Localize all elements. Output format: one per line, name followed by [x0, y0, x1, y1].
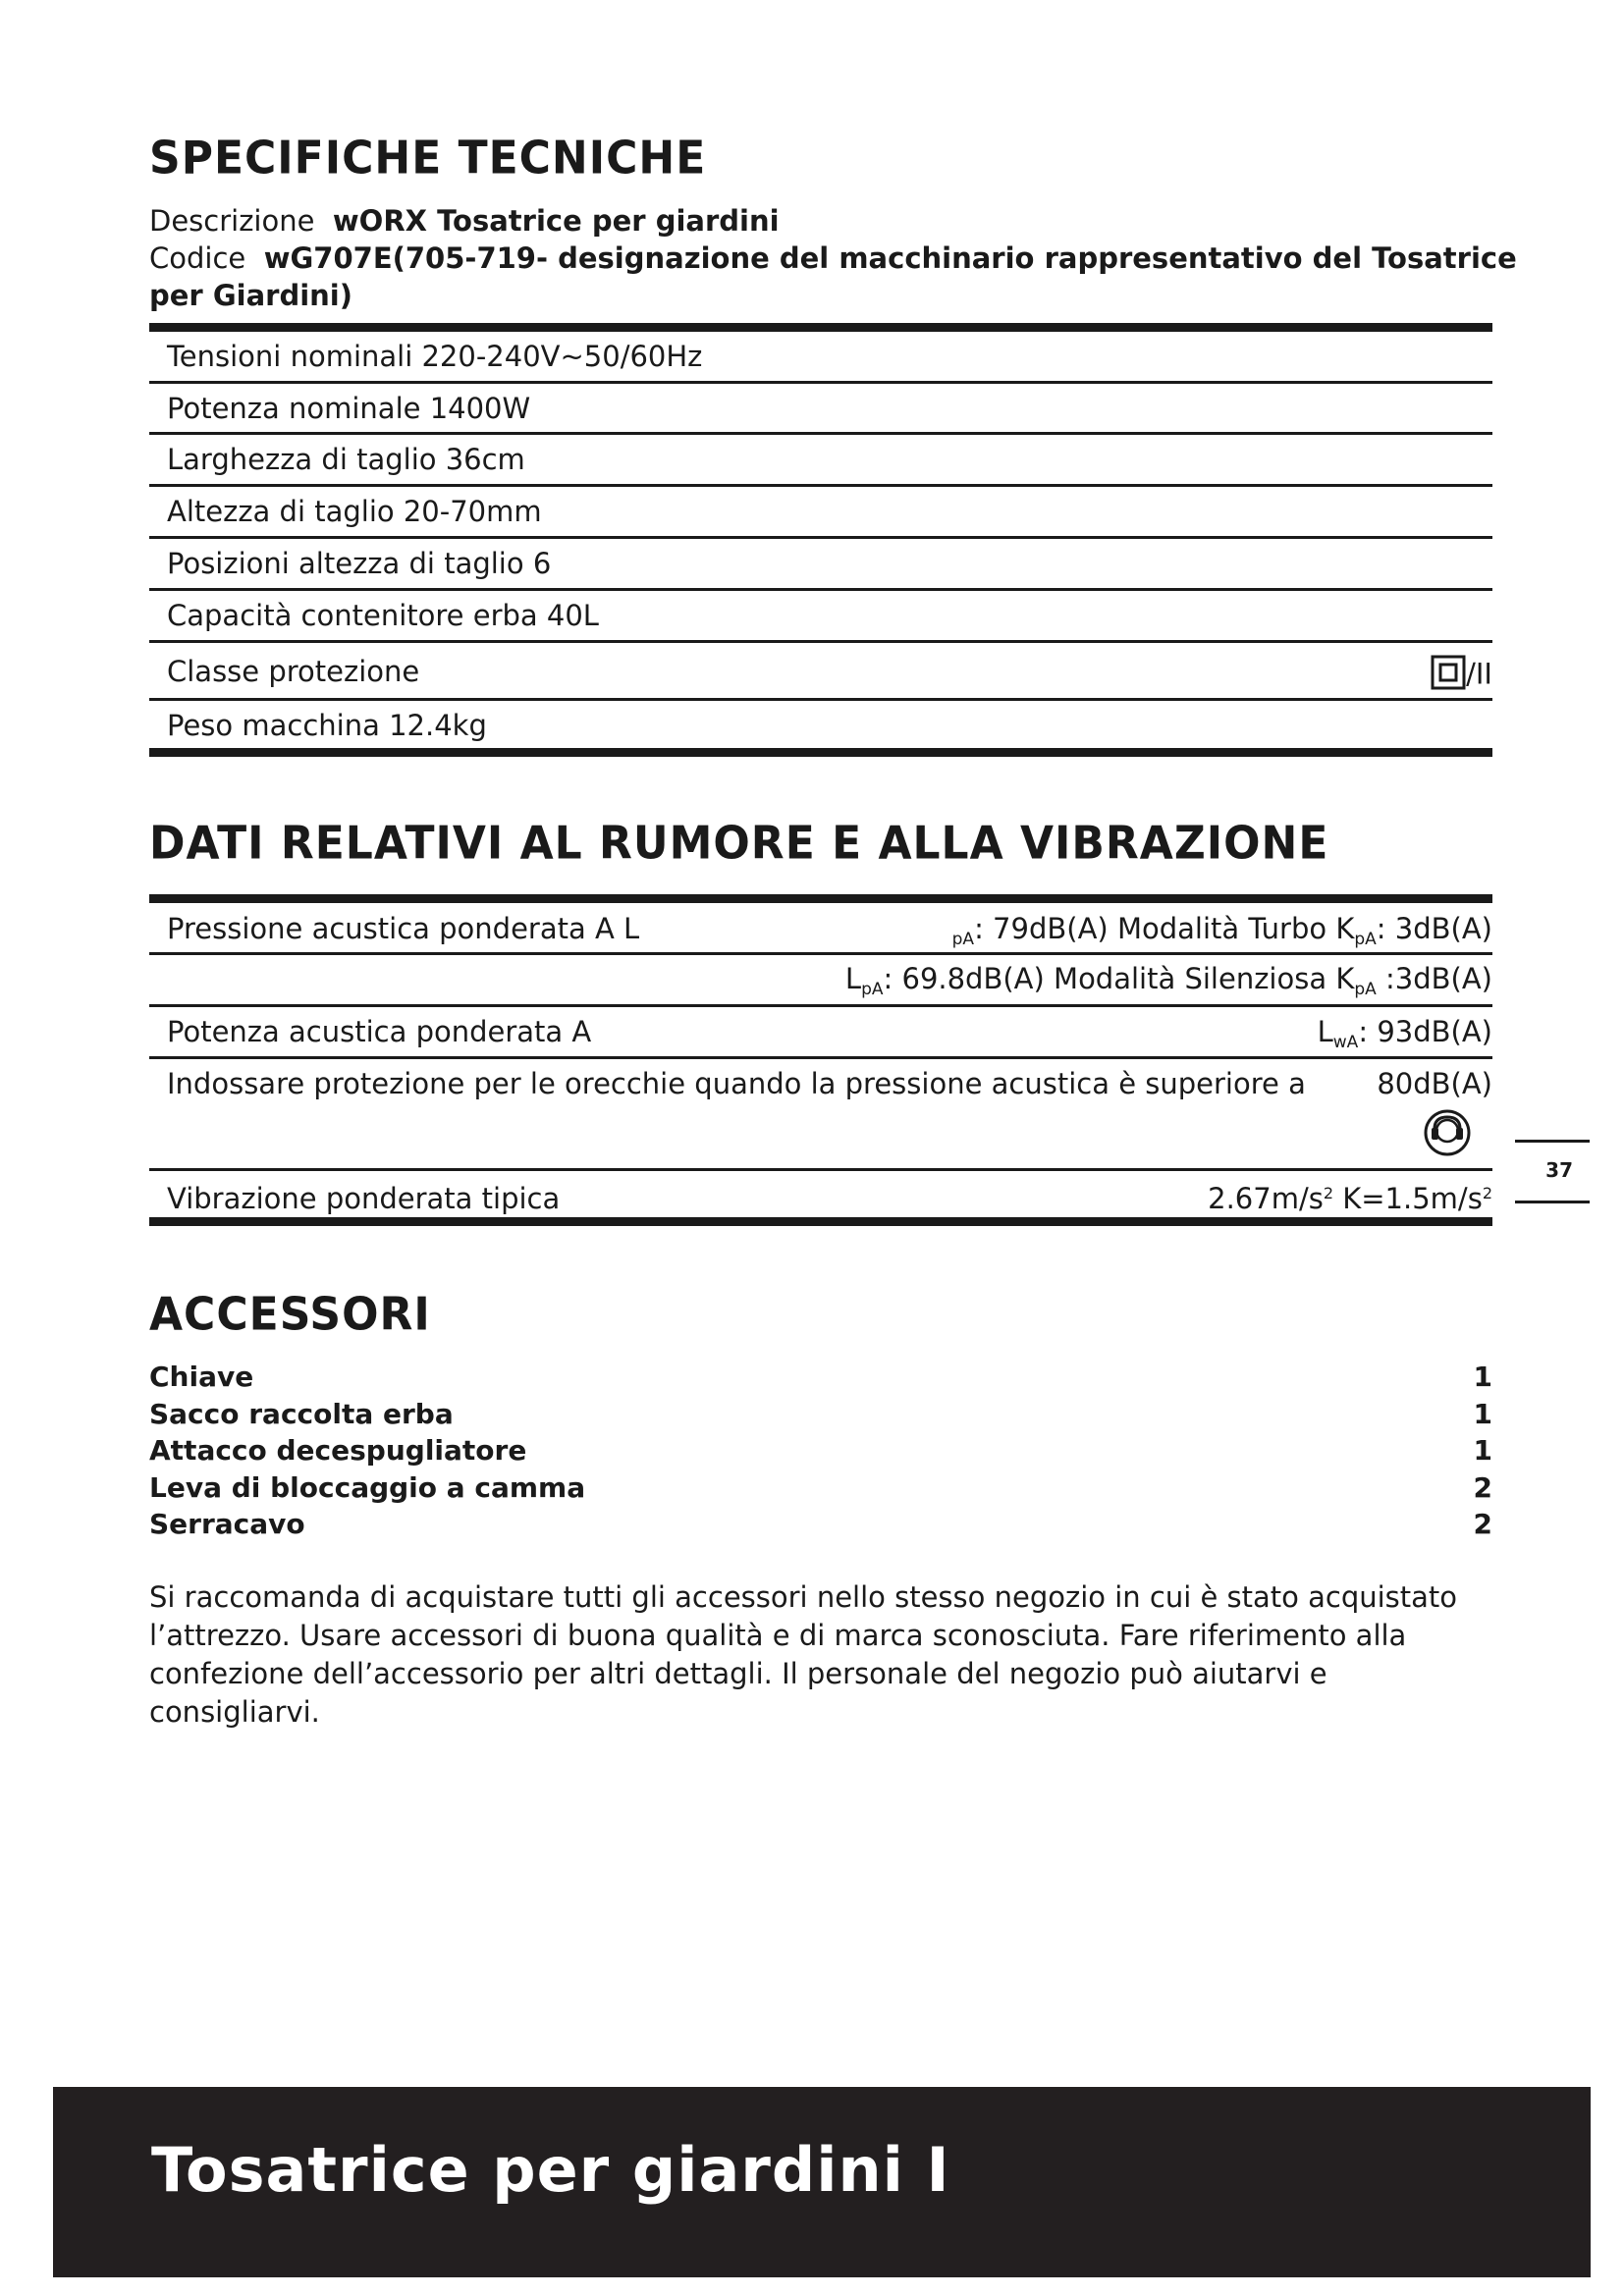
accessory-qty: 1	[1473, 1361, 1492, 1393]
sound-power: : 93dB(A)	[1358, 1015, 1492, 1048]
code-line	[149, 240, 1517, 277]
ear-protection-icon	[1424, 1109, 1471, 1156]
page-number-rule-top	[1515, 1140, 1590, 1143]
protection-class-value	[1431, 655, 1492, 697]
squared: 2	[1323, 1184, 1334, 1202]
spec-divider	[149, 381, 1492, 384]
sound-pressure-silent: : 69.8dB(A) Modalità Silenziosa K	[883, 962, 1355, 995]
spec-divider	[149, 588, 1492, 591]
note-line: Si raccomanda di acquistare tutti gli accessori nello stesso negozio in cui è stato acquistato	[149, 1580, 1458, 1614]
accessory-name: Leva di bloccaggio a camma	[149, 1471, 586, 1504]
sound-pressure-silent-value	[845, 962, 1492, 999]
spec-row-power: Potenza nominale 1400W	[167, 392, 531, 425]
k-silent: :3dB(A)	[1376, 962, 1492, 995]
code-line-cont	[149, 277, 352, 314]
noise-top-rule	[149, 894, 1492, 903]
spec-row-voltage: Tensioni nominali 220-240V~50/60Hz	[167, 340, 703, 373]
accessories-title: ACCESSORI	[149, 1288, 431, 1342]
code-value: wG707E(705-719- designazione del macchinario rappresentativo del Tosatrice	[263, 241, 1517, 275]
footer-title: Tosatrice per giardini I	[151, 2134, 950, 2206]
accessories-note	[149, 1578, 1504, 1732]
spec-row-height-positions: Posizioni altezza di taglio 6	[167, 547, 552, 580]
lpa-sub: pA	[861, 980, 884, 999]
k-sub: pA	[1354, 930, 1377, 949]
sound-pressure-turbo-value	[952, 912, 1492, 949]
code-value-cont: per Giardini)	[149, 279, 352, 312]
noise-divider	[149, 952, 1492, 955]
ear-protection-threshold: 80dB(A)	[1377, 1067, 1492, 1100]
note-line: l’attrezzo. Usare accessori di buona qualità e di marca sconosciuta. Fare riferimento alla	[149, 1619, 1407, 1652]
lwa-sub: wA	[1332, 1033, 1359, 1052]
description-value: wORX Tosatrice per giardini	[332, 204, 780, 238]
noise-divider	[149, 1004, 1492, 1007]
accessory-name: Sacco raccolta erba	[149, 1398, 454, 1430]
sound-pressure-sub: pA	[951, 930, 975, 949]
squared: 2	[1482, 1184, 1492, 1202]
sound-power-value	[1318, 1015, 1492, 1052]
sound-pressure-turbo: : 79dB(A) Modalità Turbo K	[974, 912, 1355, 945]
spec-row-cut-height: Altezza di taglio 20-70mm	[167, 495, 542, 528]
accessory-qty: 2	[1473, 1471, 1492, 1504]
description-label: Descrizione	[149, 204, 315, 238]
page-number: 37	[1545, 1158, 1573, 1182]
accessory-name: Attacco decespugliatore	[149, 1434, 527, 1467]
spec-row-protection-class: Classe protezione	[167, 655, 420, 688]
footer-banner	[53, 2087, 1591, 2277]
vibration-emission: 2.67m/s	[1208, 1182, 1324, 1215]
vibration-value	[1208, 1182, 1492, 1215]
accessory-qty: 1	[1473, 1434, 1492, 1467]
noise-bottom-rule	[149, 1217, 1492, 1226]
lpa-symbol: L	[844, 962, 862, 995]
spec-divider	[149, 536, 1492, 539]
spec-divider	[149, 640, 1492, 643]
spec-row-cut-width: Larghezza di taglio 36cm	[167, 443, 525, 476]
specs-title: SPECIFICHE TECNICHE	[149, 132, 707, 186]
k-sub: pA	[1354, 980, 1377, 999]
spec-row-weight: Peso macchina 12.4kg	[167, 709, 487, 742]
vibration-uncertainty: K=1.5m/s	[1333, 1182, 1483, 1215]
specs-bottom-rule	[149, 748, 1492, 757]
sound-pressure-label: Pressione acustica ponderata A L	[167, 912, 640, 945]
spec-divider	[149, 432, 1492, 435]
accessory-name: Chiave	[149, 1361, 254, 1393]
double-insulation-icon	[1431, 655, 1466, 697]
k-turbo: : 3dB(A)	[1376, 912, 1492, 945]
specs-top-rule	[149, 323, 1492, 332]
note-line: confezione dell’accessorio per altri dettagli. Il personale del negozio può aiutarvi e consigliarvi.	[149, 1657, 1327, 1729]
vibration-label: Vibrazione ponderata tipica	[167, 1182, 561, 1215]
sound-power-label: Potenza acustica ponderata A	[167, 1015, 592, 1048]
spec-row-grass-capacity: Capacità contenitore erba 40L	[167, 599, 599, 632]
lwa-symbol: L	[1317, 1015, 1333, 1048]
noise-divider	[149, 1056, 1492, 1059]
noise-title: DATI RELATIVI AL RUMORE E ALLA VIBRAZIONE	[149, 817, 1329, 871]
noise-divider	[149, 1168, 1492, 1171]
protection-class-suffix: /II	[1466, 657, 1492, 691]
ear-protection-label: Indossare protezione per le orecchie quando la pressione acustica è superiore a	[167, 1067, 1306, 1100]
spec-divider	[149, 484, 1492, 487]
accessory-qty: 2	[1473, 1508, 1492, 1540]
accessory-name: Serracavo	[149, 1508, 305, 1540]
page-number-rule-bottom	[1515, 1201, 1590, 1203]
accessory-qty: 1	[1473, 1398, 1492, 1430]
code-label: Codice	[149, 241, 246, 275]
spec-divider	[149, 698, 1492, 701]
description-line	[149, 202, 780, 240]
